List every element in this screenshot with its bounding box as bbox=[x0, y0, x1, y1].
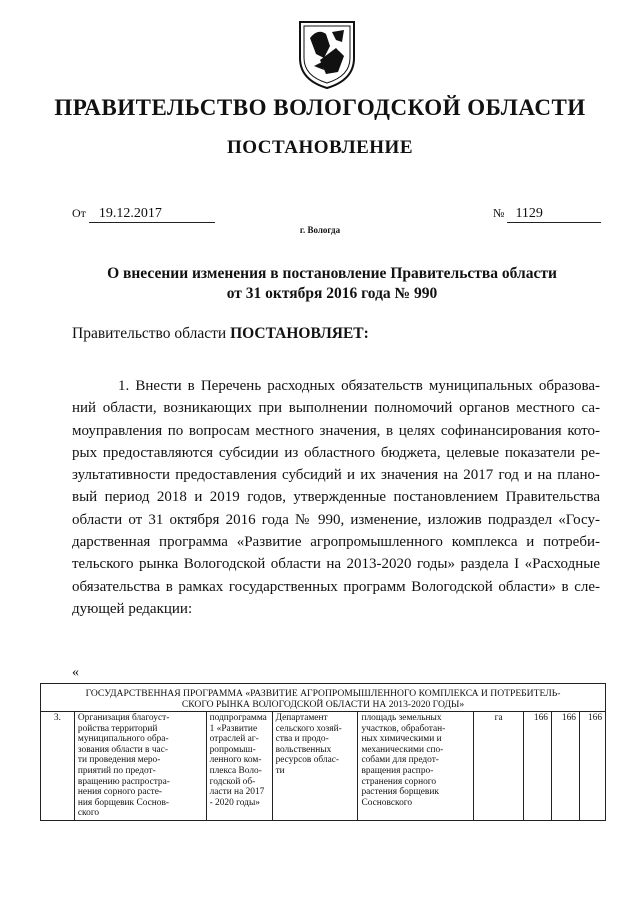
intro-bold: ПОСТАНОВЛЯЕТ: bbox=[230, 325, 369, 342]
document-subject bbox=[40, 264, 624, 304]
value-2018-cell: 166 bbox=[551, 712, 579, 821]
number-prefix: № bbox=[493, 206, 505, 220]
intro-paragraph bbox=[72, 325, 369, 343]
date-field bbox=[72, 206, 215, 223]
table-header-line: СКОГО РЫНКА ВОЛОГОДСКОЙ ОБЛАСТИ НА 2013-2020 ГОДЫ» bbox=[181, 699, 465, 710]
city-label: г. Вологда bbox=[299, 225, 341, 235]
indicator-cell: площадь земельных участков, обработан- ных химическими и механическими спо- собами для предот- вращения распро- странения сорного растения борщевик Сосновского bbox=[358, 712, 474, 821]
government-title: ПРАВИТЕЛЬСТВО ВОЛОГОДСКОЙ ОБЛАСТИ bbox=[54, 95, 586, 120]
number-field bbox=[493, 206, 601, 223]
intro-text: Правительство области bbox=[72, 325, 227, 342]
document-type: ПОСТАНОВЛЕНИЕ bbox=[226, 137, 414, 158]
body-line: области от 31 октября 2016 года № 990, изменение, изложив подраздел «Госу- bbox=[72, 511, 600, 528]
table-row bbox=[41, 712, 606, 821]
row-index: 3. bbox=[41, 712, 75, 821]
body-line: обязательства в рамках государственных программ Вологодской области» в сле- bbox=[72, 578, 600, 595]
program-table bbox=[40, 683, 606, 821]
unit-cell: га bbox=[474, 712, 524, 821]
body-line: дарственная программа «Развитие агропромышленного комплекса и потреби- bbox=[72, 534, 600, 551]
body-line: 1. Внести в Перечень расходных обязательств муниципальных образова- bbox=[118, 378, 600, 394]
obligation-cell: Организация благоуст- ройства территорий муниципального обра- зования области в час- ти проведения меро- приятий по предот- вращению распростра- нения сорного расте- ния борщевик Соснов- ского bbox=[74, 712, 206, 821]
body-paragraph bbox=[72, 375, 600, 620]
body-line: рых предоставляются субсидии из областного бюджета, целевые показатели ре- bbox=[72, 444, 600, 461]
body-line: дующей редакции: bbox=[72, 600, 193, 617]
table-header-line: ГОСУДАРСТВЕННАЯ ПРОГРАММА «РАЗВИТИЕ АГРОПРОМЫШЛЕННОГО КОМПЛЕКСА И ПОТРЕБИТЕЛЬ- bbox=[85, 688, 561, 699]
table-header-cell bbox=[41, 684, 606, 712]
body-line: вый период 2018 и 2019 годов, утвержденные постановлением Правительства bbox=[72, 489, 600, 506]
body-line: зультативности предоставления субсидий и их значения на 2017 год и на плано- bbox=[72, 467, 600, 484]
date-value: 19.12.2017 bbox=[89, 206, 215, 223]
subprogram-cell: подпрограмма 1 «Развитие отраслей аг- ропромыш- ленного ком- плекса Воло- годской об- ласти на 2017 - 2020 годы» bbox=[206, 712, 272, 821]
date-prefix: От bbox=[72, 206, 86, 220]
open-quote: « bbox=[72, 665, 79, 680]
value-2019-cell: 166 bbox=[579, 712, 605, 821]
vologda-coat-of-arms-icon bbox=[296, 18, 358, 90]
body-line: тельского рынка Вологодской области на 2013-2020 годы» раздела I «Расходные bbox=[72, 556, 600, 573]
body-line: моуправления по вопросам местного значения, в целях софинансирования кото- bbox=[72, 422, 600, 439]
department-cell: Департамент сельского хозяй- ства и продо- вольственных ресурсов облас- ти bbox=[272, 712, 358, 821]
subject-line: О внесении изменения в постановление Правительства области bbox=[107, 265, 557, 282]
table-header-row bbox=[41, 684, 606, 712]
value-2017-cell: 166 bbox=[524, 712, 552, 821]
number-value: 1129 bbox=[507, 206, 601, 223]
subject-line: от 31 октября 2016 года № 990 bbox=[226, 285, 438, 302]
body-line: ний области, возникающих при выполнении полномочий органов местного са- bbox=[72, 400, 600, 417]
